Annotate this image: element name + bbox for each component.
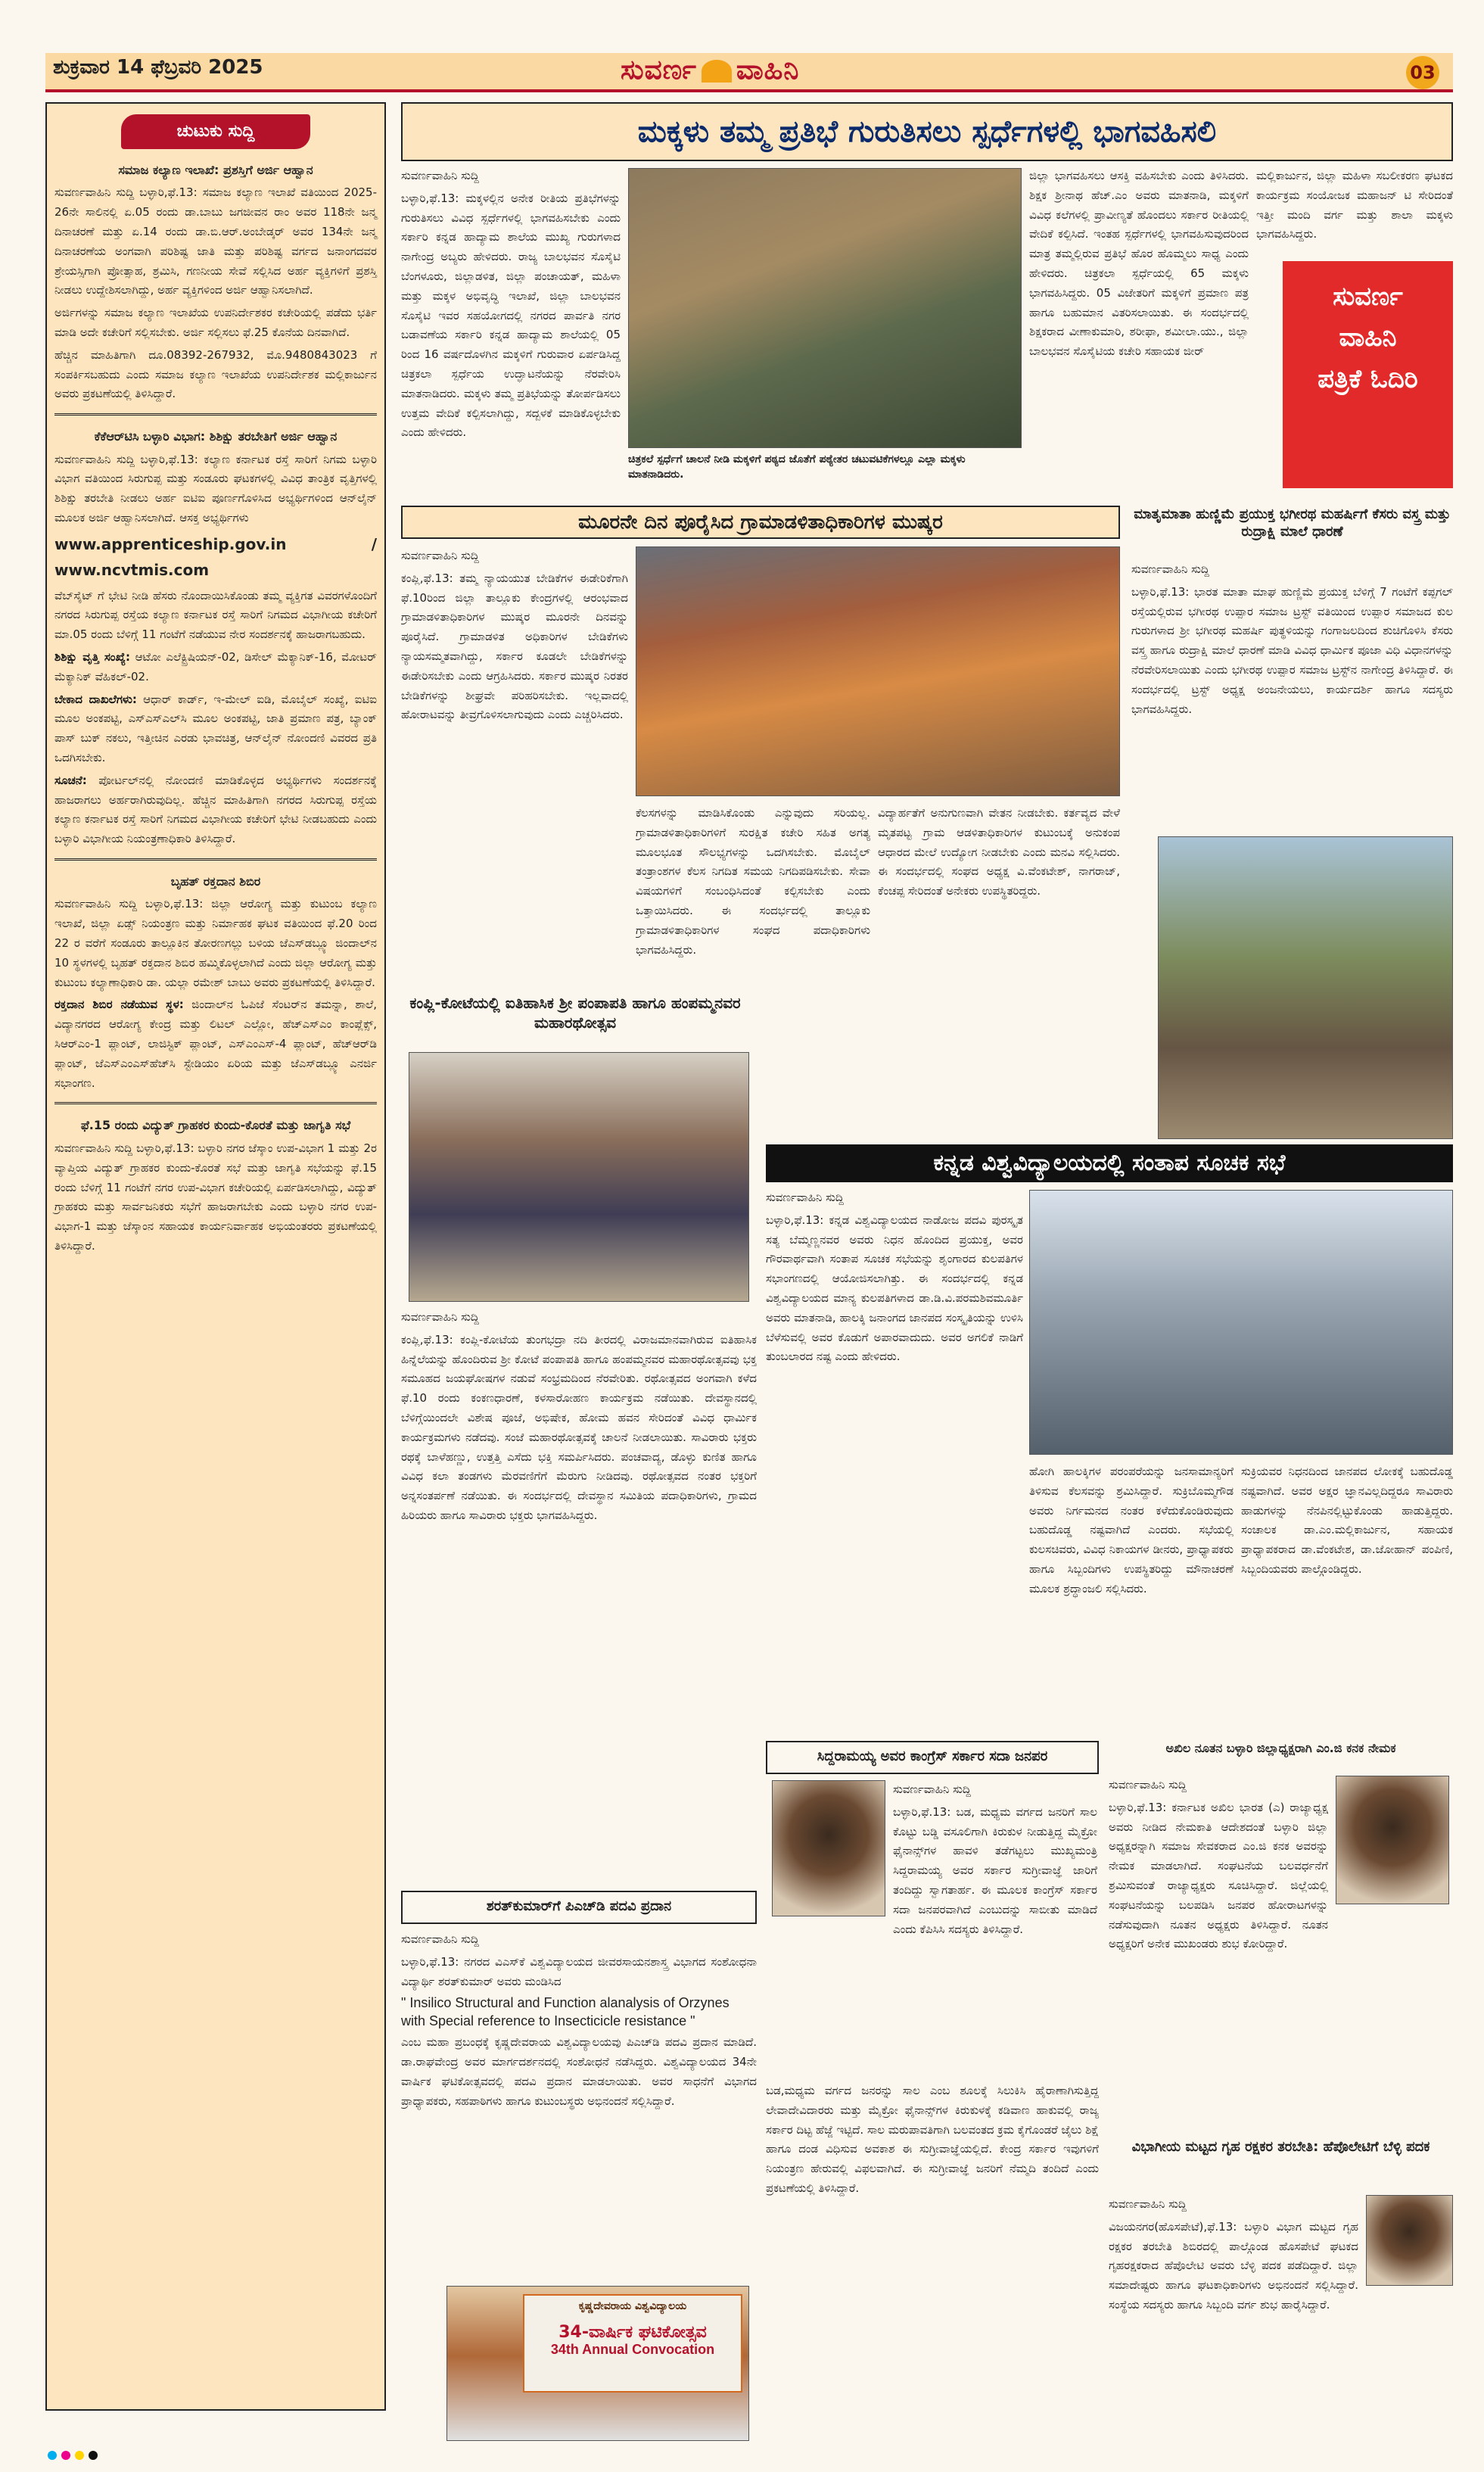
kampli-headline: ಕಂಪ್ಲಿ-ಕೋಟೆಯಲ್ಲಿ ಐತಿಹಾಸಿಕ ಶ್ರೀ ಪಂಪಾಪತಿ ಹಾಗೂ ಹಂಪಮ್ಮನವರ ಮಹಾರಥೋತ್ಸವ xyxy=(409,994,741,1032)
ad-line2: ವಾಹಿನಿ xyxy=(1339,322,1397,353)
medal-headline: ವಿಭಾಗೀಯ ಮಟ್ಟದ ಗೃಹ ರಕ್ಷಕರ ತರಬೇತಿ: ಹೆಪೊಲೇಟಿಗೆ ಬೆಳ್ಳಿ ಪದಕ xyxy=(1131,2139,1430,2155)
congress-body2: ಬಡ,ಮಧ್ಯಮ ವರ್ಗದ ಜನರನ್ನು ಸಾಲ ಎಂಬ ಶೂಲಕ್ಕೆ ಸಿಲುಕಿಸಿ ಹೈರಾಣಾಗಿಸುತ್ತಿದ್ದ ಲೇವಾದೇವಿದಾರರು ಮತ್ತು ಮೈಕ್ರೋ ಫೈನಾನ್ಸ್‌ಗಳ ಕಿರುಕುಳಕ್ಕೆ ಕಡಿವಾಣ ಹಾಕುವಲ್ಲಿ ರಾಜ್ಯ ಸರ್ಕಾರ ದಿಟ್ಟ ಹೆಜ್ಜೆ ಇಟ್ಟಿದೆ. ಸಾಲ ಮರುಪಾವತಿಗಾಗಿ ಬಲವಂತದ ಕ್ರಮ ಕೈಗೊಂಡರೆ ಜೈಲು ಶಿಕ್ಷೆ ಹಾಗೂ ದಂಡ ವಿಧಿಸುವ ಅವಕಾಶ ಈ ಸುಗ್ರೀವಾಜ್ಞೆಯಲ್ಲಿದೆ. ಕೇಂದ್ರ ಸರ್ಕಾರ ಇವುಗಳಿಗೆ ನಿಯಂತ್ರಣ ಹೇರುವಲ್ಲಿ ವಿಫಲವಾಗಿದೆ. ಈ ಸುಗ್ರೀವಾಜ್ಞೆ ಜನರಿಗೆ ನೆಮ್ಮದಿ ತಂದಿದೆ ಎಂದು ಪ್ರಕಟಣೆಯಲ್ಲಿ ತಿಳಿಸಿದ್ದಾರೆ. xyxy=(766,2084,1099,2195)
story1-body3: ಹೆಚ್ಚಿನ ಮಾಹಿತಿಗಾಗಿ ದೂ.08392-267932, ಮೊ.9480843023 ಗೆ ಸಂಪರ್ಕಿಸಬಹುದು ಎಂದು ಸಮಾಜ ಕಲ್ಯಾಣ ಇಲಾಖೆಯ ಉಪನಿರ್ದೇಶಕ ಮಲ್ಲಿಕಾರ್ಜುನ ಅವರು ಪ್ರಕಟಣೆಯಲ್ಲಿ ತಿಳಿಸಿದ್ದಾರೆ. xyxy=(54,347,377,401)
story1-title: ಸಮಾಜ ಕಲ್ಯಾಣ ಇಲಾಖೆ: ಪ್ರಶಸ್ತಿಗೆ ಅರ್ಜಿ ಆಹ್ವಾನ xyxy=(118,162,313,177)
university-body: ಬಳ್ಳಾರಿ,ಫೆ.13: ಕನ್ನಡ ವಿಶ್ವವಿದ್ಯಾಲಯದ ನಾಡೋಜ ಪದವಿ ಪುರಸ್ಕೃತ ಸತ್ಯ ಬೆಮ್ಮಣ್ಣನವರ ಅವರು ನಿಧನ ಹೊಂದಿದ ಪ್ರಯುಕ್ತ, ಅವರ ಗೌರವಾರ್ಥವಾಗಿ ಸಂತಾಪ ಸೂಚಕ ಸಭೆಯನ್ನು ಶೃಂಗಾರದ ಕುಲಪತಿಗಳ ಸಭಾಂಗಣದಲ್ಲಿ ಆಯೋಜಿಸಲಾಗಿತ್ತು. ಈ ಸಂದರ್ಭದಲ್ಲಿ ಕನ್ನಡ ವಿಶ್ವವಿದ್ಯಾಲಯದ ಮಾನ್ಯ ಕುಲಪತಿಗಳಾದ ಡಾ.ಡಿ.ವಿ.ಪರಮಶಿವಮೂರ್ತಿ ಅವರು ಮಾತನಾಡಿ, ಹಾಲಕ್ಕಿ ಜನಾಂಗದ ಜಾನಪದ ಸಂಸ್ಕೃತಿಯನ್ನು ಉಳಿಸಿ ಬೆಳೆಸುವಲ್ಲಿ ಅವರ ಕೊಡುಗೆ ಅಪಾರವಾದುದು. ಅವರ ಅಗಲಿಕೆ ನಾಡಿಗೆ ತುಂಬಲಾರದ ನಷ್ಟ ಎಂದು ಹೇಳಿದರು. xyxy=(766,1213,1023,1364)
phd-byline: ಸುವರ್ಣವಾಹಿನಿ ಸುದ್ದಿ xyxy=(401,1932,479,1946)
strike-col1 xyxy=(401,546,628,985)
temple-byline: ಸುವರ್ಣವಾಹಿನಿ ಸುದ್ದಿ xyxy=(1131,562,1209,576)
story2-body2: ವೆಬ್‌ಸೈಟ್ ಗೆ ಭೇಟಿ ನೀಡಿ ಹೆಸರು ನೊಂದಾಯಿಸಿಕೊಂಡು ತಮ್ಮ ವ್ಯಕ್ತಿಗತ ವಿವರಗಳೊಂದಿಗೆ ನಗರದ ಸಿರುಗುಪ್ಪ ರಸ್ತೆಯ ಕಲ್ಯಾಣ ಕರ್ನಾಟಕ ರಸ್ತೆ ಸಾರಿಗೆ ನಿಗಮದ ವಿಭಾಗೀಯ ಕಚೇರಿಗೆ ಮಾ.05 ರಂದು ಬೆಳಿಗ್ಗೆ 11 ಗಂಟೆಗೆ ನಡೆಯುವ ನೇರ ಸಂದರ್ಶನಕ್ಕೆ ಹಾಜರಾಗಬಹುದು. xyxy=(54,588,377,642)
phd-body: ಬಳ್ಳಾರಿ,ಫೆ.13: ನಗರದ ವಿಎಸ್‌ಕೆ ವಿಶ್ವವಿದ್ಯಾಲಯದ ಜೀವರಸಾಯನಶಾಸ್ತ್ರ ವಿಭಾಗದ ಸಂಶೋಧನಾ ವಿದ್ಯಾರ್ಥಿ ಶರತ್‌ಕುಮಾರ್ ಅವರು ಮಂಡಿಸಿದ xyxy=(401,1954,757,1988)
story4-body: ಸುವರ್ಣವಾಹಿನಿ ಸುದ್ದಿ ಬಳ್ಳಾರಿ,ಫೆ.13: ಬಳ್ಳಾರಿ ನಗರ ಜೆಸ್ಕಾಂ ಉಪ-ವಿಭಾಗ 1 ಮತ್ತು 2ರ ವ್ಯಾಪ್ತಿಯ ವಿದ್ಯುತ್ ಗ್ರಾಹಕರ ಕುಂದು-ಕೊರತೆ ಸಭೆ ಮತ್ತು ಜಾಗೃತಿ ಸಭೆಯನ್ನು ಫೆ.15 ರಂದು ಬೆಳಿಗ್ಗೆ 11 ಗಂಟೆಗೆ ನಗರ ಉಪ-ವಿಭಾಗ ಕಚೇರಿಯಲ್ಲಿ ಏರ್ಪಡಿಸಲಾಗಿದ್ದು, ವಿದ್ಯುತ್ ಗ್ರಾಹಕರು ಮತ್ತು ಸಾರ್ವಜನಿಕರು ಸಭೆಗೆ ಹಾಜರಾಗಬೇಕು ಎಂದು ಬಳ್ಳಾರಿ ನಗರ ಉಪ-ವಿಭಾಗ-1 ಮತ್ತು ಜೆಸ್ಕಾಂನ ಸಹಾಯಕ ಕಾರ್ಯನಿರ್ವಾಹಕ ಅಭಿಯಂತರರು ಪ್ರಕಟಣೆಯಲ್ಲಿ ತಿಳಿಸಿದ್ದಾರೆ. xyxy=(54,1141,377,1253)
story3-title: ಬೃಹತ್ ರಕ್ತದಾನ ಶಿಬಿರ xyxy=(170,873,261,889)
medal-col xyxy=(1109,2195,1358,2445)
temple-body: ಬಳ್ಳಾರಿ,ಫೆ.13: ಭಾರತ ಮಾತಾ ಮಾಘ ಹುಣ್ಣಿಮೆ ಪ್ರಯುಕ್ತ ಬೆಳಿಗ್ಗೆ 7 ಗಂಟೆಗೆ ಕಪ್ಪಗಲ್ ರಸ್ತೆಯಲ್ಲಿರುವ ಭಗೀರಥ ಉಪ್ಪಾರ ಸಮಾಜ ಟ್ರಸ್ಟ್ ವತಿಯಿಂದ ಉಪ್ಪಾರ ಸಮಾಜದ ಕುಲ ಗುರುಗಳಾದ ಶ್ರೀ ಭಗೀರಥ ಮಹರ್ಷಿ ಪುತ್ಥಳಿಯನ್ನು ಗಂಗಾಜಲದಿಂದ ಶುಚಿಗೊಳಿಸಿ ಕೆಸರು ವಸ್ತ್ರ ಹಾಗೂ ರುದ್ರಾಕ್ಷಿ ಮಾಲೆ ಧಾರಣೆ ಮಾಡಿ ವಿವಿಧ ಧಾರ್ಮಿಕ ಪೂಜಾ ವಿಧಿ ವಿಧಾನಗಳನ್ನು ನೆರವೇರಿಸಲಾಯಿತು ಎಂದು ಭಗೀರಥ ಉಪ್ಪಾರ ಸಮಾಜ ಟ್ರಸ್ಟ್‌ನ ನಾಗೇಂದ್ರ ತಿಳಿಸಿದ್ದಾರೆ. ಈ ಸಂದರ್ಭದಲ್ಲಿ ಟ್ರಸ್ಟ್ ಅಧ್ಯಕ್ಷ ಅಂಜನೇಯಲು, ಕಾರ್ಯದರ್ಶಿ ಹಾಗೂ ಸದಸ್ಯರು ಭಾಗವಹಿಸಿದ್ದರು. xyxy=(1131,584,1453,716)
temple-headline: ಮಾತೃಮಾತಾ ಹುಣ್ಣಿಮೆ ಪ್ರಯುಕ್ತ ಭಗೀರಥ ಮಹರ್ಷಿಗೆ ಕೆಸರು ವಸ್ತ್ರ ಮತ್ತು ರುದ್ರಾಕ್ಷಿ ಮಾಲೆ ಧಾರಣೆ xyxy=(1134,506,1451,540)
magenta-mark-icon xyxy=(61,2451,70,2460)
story1-body2: ಅರ್ಜಿಗಳನ್ನು ಸಮಾಜ ಕಲ್ಯಾಣ ಇಲಾಖೆಯ ಉಪನಿರ್ದೇಶಕರ ಕಚೇರಿಯಲ್ಲಿ ಪಡೆದು ಭರ್ತಿ ಮಾಡಿ ಅದೇ ಕಚೇರಿಗೆ ಸಲ್ಲಿಸಬೇಕು. ಅರ್ಜಿ ಸಲ್ಲಿಸಲು ಫೆ.25 ಕೊನೆಯ ದಿನವಾಗಿದೆ. xyxy=(54,306,377,339)
medal-portrait-photo xyxy=(1366,2195,1453,2286)
story2-label2: ಬೇಕಾದ ದಾಖಲೆಗಳು: xyxy=(54,692,137,706)
kampli-procession-photo xyxy=(409,1052,749,1302)
phd-headline: ಶರತ್‌ಕುಮಾರ್‌ಗೆ ಪಿಎಚ್‌ಡಿ ಪದವಿ ಪ್ರದಾನ xyxy=(401,1891,757,1924)
strike-body2: ಕೆಲಸಗಳನ್ನು ಮಾಡಿಸಿಕೊಂಡು ಎನ್ನುವುದು ಸರಿಯಲ್ಲ. ಗ್ರಾಮಾಡಳಿತಾಧಿಕಾರಿಗಳಿಗೆ ಸುರಕ್ಷಿತ ಕಚೇರಿ ಸಹಿತ ಅಗತ್ಯ ಮೂಲಭೂತ ಸೌಲಭ್ಯಗಳನ್ನು ಒದಗಿಸಬೇಕು. ಮೊಬೈಲ್ ತಂತ್ರಾಂಶಗಳ ಕೆಲಸ ನಿಗದಿತ ಸಮಯ ನಿಗದಿಪಡಿಸಬೇಕು. ಸೇವಾ ವಿಷಯಗಳಿಗೆ ಸಂಬಂಧಿಸಿದಂತೆ ಕಲ್ಪಿಸಬೇಕು ಎಂದು ಒತ್ತಾಯಿಸಿದರು. ಈ ಸಂದರ್ಭದಲ್ಲಿ ತಾಲ್ಲೂಕು ಗ್ರಾಮಾಡಳಿತಾಧಿಕಾರಿಗಳ ಸಂಘದ ಪದಾಧಿಕಾರಿಗಳು ಭಾಗವಹಿಸಿದ್ದರು. xyxy=(636,806,870,957)
congress-portrait-photo xyxy=(772,1780,885,1916)
appointment-byline: ಸುವರ್ಣವಾಹಿನಿ ಸುದ್ದಿ xyxy=(1109,1778,1187,1792)
medal-byline: ಸುವರ್ಣವಾಹಿನಿ ಸುದ್ದಿ xyxy=(1109,2197,1187,2211)
subscribe-ad xyxy=(1283,261,1453,488)
story2-value2: ಆಧಾರ್ ಕಾರ್ಡ್, ಇ-ಮೇಲ್ ಐಡಿ, ಮೊಬೈಲ್ ಸಂಖ್ಯೆ, ಐಟಿಐ ಮೂಲ ಅಂಕಪಟ್ಟಿ, ಎಸ್‌ಎಸ್‌ಎಲ್‌ಸಿ ಮೂಲ ಅಂಕಪಟ್ಟಿ, ಜಾತಿ ಪ್ರಮಾಣ ಪತ್ರ, ಬ್ಯಾಂಕ್ ಪಾಸ್ ಬುಕ್ ನಕಲು, ಇತ್ತೀಚಿನ ಎರಡು ಭಾವಚಿತ್ರ, ಆನ್‌ಲೈನ್ ನೋಂದಣಿ ವಿವರದ ಪ್ರತಿ ಒದಗಿಸಬೇಕು. xyxy=(54,692,377,764)
appointment-body: ಬಳ್ಳಾರಿ,ಫೆ.13: ಕರ್ನಾಟಕ ಅಖಿಲ ಭಾರತ (ಎ) ರಾಜ್ಯಾಧ್ಯಕ್ಷ ಅವರು ನೀಡಿದ ನೇಮಕಾತಿ ಆದೇಶದಂತೆ ಬಳ್ಳಾರಿ ಜಿಲ್ಲಾ ಅಧ್ಯಕ್ಷರನ್ನಾಗಿ ಸಮಾಜ ಸೇವಕರಾದ ಎಂ.ಜಿ ಕನಕ ಅವರನ್ನು ನೇಮಕ ಮಾಡಲಾಗಿದೆ. ಸಂಘಟನೆಯ ಬಲವರ್ಧನೆಗೆ ಶ್ರಮಿಸುವಂತೆ ರಾಜ್ಯಾಧ್ಯಕ್ಷರು ಸೂಚಿಸಿದ್ದಾರೆ. ಜಿಲ್ಲೆಯಲ್ಲಿ ಸಂಘಟನೆಯನ್ನು ಬಲಪಡಿಸಿ ಜನಪರ ಹೋರಾಟಗಳನ್ನು ನಡೆಸುವುದಾಗಿ ನೂತನ ಅಧ್ಯಕ್ಷರು ತಿಳಿಸಿದ್ದಾರೆ. ನೂತನ ಅಧ್ಯಕ್ಷರಿಗೆ ಅನೇಕ ಮುಖಂಡರು ಶುಭ ಕೋರಿದ್ದಾರೆ. xyxy=(1109,1800,1328,1951)
children-byline: ಸುವರ್ಣವಾಹಿನಿ ಸುದ್ದಿ xyxy=(401,169,479,182)
congress-col1 xyxy=(893,1780,1097,2075)
children-story-col1 xyxy=(401,167,621,492)
story1-body: ಸುವರ್ಣವಾಹಿನಿ ಸುದ್ದಿ ಬಳ್ಳಾರಿ,ಫೆ.13: ಸಮಾಜ ಕಲ್ಯಾಣ ಇಲಾಖೆ ವತಿಯಿಂದ 2025-26ನೇ ಸಾಲಿನಲ್ಲಿ ಏ.05 ರಂದು ಡಾ.ಬಾಬು ಜಗಜೀವನ ರಾಂ ಅವರ 118ನೇ ಜನ್ಮ ದಿನಾಚರಣೆ ಮತ್ತು ಏ.14 ರಂದು ಡಾ.ಬಿ.ಆರ್.ಅಂಬೇಡ್ಕರ್ ಅವರ 134ನೇ ಜನ್ಮ ದಿನಾಚರಣೆಯ ಅಂಗವಾಗಿ ಪರಿಶಿಷ್ಟ ಜಾತಿ ಮತ್ತು ಪರಿಶಿಷ್ಟ ವರ್ಗದ ಜನಾಂಗದವರ ಶ್ರೇಯಸ್ಸಿಗಾಗಿ ಪ್ರೋತ್ಸಾಹ, ಶ್ರಮಿಸಿ, ಗಣನೀಯ ಸೇವೆ ಸಲ್ಲಿಸಿದ ಅರ್ಹ ವ್ಯಕ್ತಿಗಳಿಗೆ ಪ್ರಶಸ್ತಿ ನೀಡಲು ಉದ್ದೇಶಿಸಲಾಗಿದ್ದು, ಅರ್ಹ ವ್ಯಕ್ತಿಗಳಿಂದ ಅರ್ಜಿ ಆಹ್ವಾನಿಸಲಾಗಿದೆ. xyxy=(54,185,377,297)
children-body3: ಮಲ್ಲಿಕಾರ್ಜುನ, ಜಿಲ್ಲಾ ಮಹಿಳಾ ಸಬಲೀಕರಣ ಘಟಕದ ಕಾರ್ಯಕ್ರಮ ಸಂಯೋಜಕ ಮಹಾಜನ್ ಟಿ ಸೇರಿದಂತೆ ಇತ್ತೀ ಮಂದಿ ವರ್ಗ ಮತ್ತು ಶಾಲಾ ಮಕ್ಕಳು ಭಾಗವಹಿಸಿದ್ದರು. xyxy=(1256,169,1453,241)
university-body2: ಹೋಗಿ ಹಾಲಕ್ಕಿಗಳ ಪರಂಪರೆಯನ್ನು ಜನಸಾಮಾನ್ಯರಿಗೆ ತಿಳಿಸುವ ಕೆಲಸವನ್ನು ಶ್ರಮಿಸಿದ್ದಾರೆ. ಸುಕ್ರಿಬೊಮ್ಮಗೌಡ ಅವರು ನಿರ್ಗಮನದ ನಂತರ ಕಳೆದುಕೊಂಡಿರುವುದು ಬಹುದೊಡ್ಡ ನಷ್ಟವಾಗಿದೆ ಎಂದರು. ಸಭೆಯಲ್ಲಿ ಕುಲಸಚಿವರು, ವಿವಿಧ ನಿಕಾಯಗಳ ಡೀನರು, ಪ್ರಾಧ್ಯಾಪಕರು ಹಾಗೂ ಸಿಬ್ಬಂದಿಗಳು ಉಪಸ್ಥಿತರಿದ್ದು ಮೌನಾಚರಣೆ ಮೂಲಕ ಶ್ರದ್ಧಾಂಜಲಿ ಸಲ್ಲಿಸಿದರು. xyxy=(1029,1465,1234,1596)
masthead-right: ವಾಹಿನಿ xyxy=(736,54,800,86)
kampli-body: ಕಂಪ್ಲಿ,ಫೆ.13: ಕಂಪ್ಲಿ-ಕೋಟೆಯ ತುಂಗಭದ್ರಾ ನದಿ ತೀರದಲ್ಲಿ ವಿರಾಜಮಾನವಾಗಿರುವ ಐತಿಹಾಸಿಕ ಹಿನ್ನೆಲೆಯನ್ನು ಹೊಂದಿರುವ ಶ್ರೀ ಕೋಟೆ ಪಂಪಾಪತಿ ಹಾಗೂ ಹಂಪಮ್ಮನವರ ಮಹಾರಥೋತ್ಸವವು ಭಕ್ತ ಸಮೂಹದ ಜಯಘೋಷಗಳ ನಡುವೆ ಸಂಭ್ರಮದಿಂದ ನೆರವೇರಿತು. ರಥೋತ್ಸವದ ಅಂಗವಾಗಿ ಕಳೆದ ಫೆ.10 ರಂದು ಕಂಕಣಧಾರಣೆ, ಕಳಸಾರೋಹಣ ಕಾರ್ಯಕ್ರಮ ನಡೆಯಿತು. ದೇವಸ್ಥಾನದಲ್ಲಿ ಬೆಳಿಗ್ಗೆಯಿಂದಲೇ ವಿಶೇಷ ಪೂಜೆ, ಅಭಿಷೇಕ, ಹೋಮ ಹವನ ಸೇರಿದಂತೆ ವಿವಿಧ ಧಾರ್ಮಿಕ ಕಾರ್ಯಕ್ರಮಗಳು ನಡೆದವು. ಸಂಜೆ ಮಹಾರಥೋತ್ಸವಕ್ಕೆ ಚಾಲನೆ ನೀಡಲಾಯಿತು. ಸಾವಿರಾರು ಭಕ್ತರು ರಥಕ್ಕೆ ಬಾಳೆಹಣ್ಣು, ಉತ್ತತ್ತಿ ಎಸೆದು ಭಕ್ತಿ ಸಮರ್ಪಿಸಿದರು. ಪಂಚವಾದ್ಯ, ಡೊಳ್ಳು ಕುಣಿತ ಹಾಗೂ ವಿವಿಧ ಕಲಾ ತಂಡಗಳು ಮೆರವಣಿಗೆಗೆ ಮೆರುಗು ನೀಡಿದವು. ರಥೋತ್ಸವದ ನಂತರ ಭಕ್ತರಿಗೆ ಅನ್ನಸಂತರ್ಪಣೆ ನಡೆಯಿತು. ಈ ಸಂದರ್ಭದಲ್ಲಿ ದೇವಸ್ಥಾನ ಸಮಿತಿಯ ಪದಾಧಿಕಾರಿಗಳು, ಗ್ರಾಮದ ಹಿರಿಯರು ಹಾಗೂ ಸಾವಿರಾರು ಭಕ್ತರು ಭಾಗವಹಿಸಿದ್ದರು. xyxy=(401,1332,757,1522)
congress-col2 xyxy=(766,2081,1099,2445)
university-body3: ಸುಕ್ರಿಯವರ ನಿಧನದಿಂದ ಜಾನಪದ ಲೋಕಕ್ಕೆ ಬಹುದೊಡ್ಡ ನಷ್ಟವಾಗಿದೆ. ಅವರ ಅಕ್ಷರ ಜ್ಞಾನವಿಲ್ಲದಿದ್ದರೂ ಸಾವಿರಾರು ಹಾಡುಗಳನ್ನು ನೆನಪಿನಲ್ಲಿಟ್ಟುಕೊಂಡು ಹಾಡುತ್ತಿದ್ದರು. ಸಂಚಾಲಕ ಡಾ.ಎಂ.ಮಲ್ಲಿಕಾರ್ಜುನ, ಸಹಾಯಕ ಪ್ರಾಧ್ಯಾಪಕರಾದ ಡಾ.ವೆಂಕಟೇಶ, ಡಾ.ಜೋಹಾನ್ ಪಂಪಿಣಿ, ಸಿಬ್ಬಂದಿಯವರು ಪಾಲ್ಗೊಂಡಿದ್ದರು. xyxy=(1241,1465,1453,1576)
footer-registration-marks xyxy=(45,2449,1453,2464)
strike-col2 xyxy=(636,804,870,985)
children-story-col2 xyxy=(1029,167,1249,492)
university-byline: ಸುವರ್ಣವಾಹಿನಿ ಸುದ್ದಿ xyxy=(766,1191,844,1204)
children-drawing-photo xyxy=(628,168,1022,448)
story2-title: ಕೆಕೆಆರ್‌ಟಿಸಿ ಬಳ್ಳಾರಿ ವಿಭಾಗ: ಶಿಶಿಕ್ಷು ತರಬೇತಿಗೆ ಅರ್ಜಿ ಆಹ್ವಾನ xyxy=(94,429,338,444)
appointment-headline: ಅಖಿಲ ನೂತನ ಬಳ್ಳಾರಿ ಜಿಲ್ಲಾಧ್ಯಕ್ಷರಾಗಿ ಎಂ.ಜಿ ಕನಕ ನೇಮಕ xyxy=(1165,1741,1396,1755)
story2-label1: ಶಿಶಿಕ್ಷು ವೃತ್ತಿ ಸಂಖ್ಯೆ: xyxy=(54,649,131,664)
masthead-left: ಸುವರ್ಣ xyxy=(621,54,697,86)
children-body: ಬಳ್ಳಾರಿ,ಫೆ.13: ಮಕ್ಕಳಲ್ಲಿನ ಅನೇಕ ರೀತಿಯ ಪ್ರತಿಭೆಗಳನ್ನು ಗುರುತಿಸಲು ವಿವಿಧ ಸ್ಪರ್ಧೆಗಳಲ್ಲಿ ಭಾಗವಹಿಸಬೇಕು ಎಂದು ಸರ್ಕಾರಿ ಕನ್ನಡ ಹಾದ್ಯಾಮ ಶಾಲೆಯ ಮುಖ್ಯ ಗುರುಗಳಾದ ನಾಗೇಂದ್ರ ಅಬ್ಯರು ಹೇಳಿದರು. ರಾಜ್ಯ ಬಾಲಭವನ ಸೊಸೈಟಿ ಬೆಂಗಳೂರು, ಜಿಲ್ಲಾಡಳಿತ, ಜಿಲ್ಲಾ ಪಂಚಾಯತ್, ಮಹಿಳಾ ಮತ್ತು ಮಕ್ಕಳ ಅಭಿವೃದ್ಧಿ ಇಲಾಖೆ, ಜಿಲ್ಲಾ ಬಾಲಭವನ ಸೊಸೈಟಿ ಇವರ ಸಹಯೋಗದಲ್ಲಿ ನಗರದ ಪಾರ್ವತಿ ನಗರ ಬಡಾವಣೆಯ ಸರ್ಕಾರಿ ಕನ್ನಡ ಹಾದ್ಯಾಮ ಶಾಲೆಯಲ್ಲಿ 05 ರಿಂದ 16 ವರ್ಷದೊಳಗಿನ ಮಕ್ಕಳಿಗೆ ಗುರುವಾರ ಏರ್ಪಡಿಸಿದ್ದ ಚಿತ್ರಕಲಾ ಸ್ಪರ್ಧೆಯ ಉದ್ಘಾಟನೆಯನ್ನು ನೆರವೇರಿಸಿ ಮಾತನಾಡಿದರು. ಮಕ್ಕಳು ತಮ್ಮ ಪ್ರತಿಭೆಯನ್ನು ತೋರ್ಪಡಿಸಲು ಉತ್ತಮ ವೇದಿಕೆ ಕಲ್ಪಿಸಲಾಗಿದ್ದು, ಸದ್ಬಳಕೆ ಮಾಡಿಕೊಳ್ಳಬೇಕು ಎಂದು ಹೇಳಿದರು. xyxy=(401,191,621,440)
sun-logo-icon xyxy=(702,60,732,83)
strike-byline: ಸುವರ್ಣವಾಹಿನಿ ಸುದ್ದಿ xyxy=(401,549,479,562)
ad-line3: ಪತ್ರಿಕೆ ಓದಿರಿ xyxy=(1318,363,1418,394)
children-caption: ಚಿತ್ರಕಲೆ ಸ್ಪರ್ಧೆಗೆ ಚಾಲನೆ ನೀಡಿ ಮಕ್ಕಳಿಗೆ ಪಠ್ಯದ ಜೊತೆಗೆ ಪಠ್ಯೇತರ ಚಟುವಟಿಕೆಗಳಲ್ಲೂ ಎಲ್ಲಾ ಮಕ್ಕಳು ಮಾತನಾಡಿದರು. xyxy=(628,453,966,481)
issue-date: ಶುಕ್ರವಾರ 14 ಫೆಬ್ರವರಿ 2025 xyxy=(53,56,263,79)
congress-headline: ಸಿದ್ದರಾಮಯ್ಯ ಅವರ ಕಾಂಗ್ರೆಸ್ ಸರ್ಕಾರ ಸದಾ ಜನಪರ xyxy=(766,1741,1099,1774)
phd-convocation-photo xyxy=(446,2286,749,2441)
strike-col3 xyxy=(878,804,1120,985)
divider xyxy=(54,1102,377,1104)
strike-protest-photo xyxy=(636,546,1120,796)
temple-body-col xyxy=(1131,560,1453,833)
story2-value1: ಆಟೋ ಎಲೆಕ್ಟ್ರಿಷಿಯನ್-02, ಡಿಸೇಲ್ ಮೆಕ್ಯಾನಿಕ್-16, ಮೋಟರ್ ಮೆಕ್ಯಾನಿಕ್ ವೆಹಿಕಲ್-02. xyxy=(54,649,377,683)
story3-body: ಸುವರ್ಣವಾಹಿನಿ ಸುದ್ದಿ ಬಳ್ಳಾರಿ,ಫೆ.13: ಜಿಲ್ಲಾ ಆರೋಗ್ಯ ಮತ್ತು ಕುಟುಂಬ ಕಲ್ಯಾಣ ಇಲಾಖೆ, ಜಿಲ್ಲಾ ಏಡ್ಸ್ ನಿಯಂತ್ರಣ ಮತ್ತು ನಿರ್ಮಾಹಕ ಘಟಕ ವತಿಯಿಂದ ಫೆ.20 ರಿಂದ 22 ರ ವರೆಗೆ ಸಂಡೂರು ತಾಲ್ಲೂಕಿನ ತೋರಣಗಲ್ಲು ಬಳಿಯ ಜೆಎಸ್‌ಡಬ್ಲ್ಯೂ ಜಿಂದಾಲ್‌ನ 10 ಸ್ಥಳಗಳಲ್ಲಿ ಬೃಹತ್ ರಕ್ತದಾನ ಶಿಬಿರ ಹಮ್ಮಿಕೊಳ್ಳಲಾಗಿದೆ ಎಂದು ಜಿಲ್ಲಾ ಆರೋಗ್ಯ ಮತ್ತು ಕುಟುಂಬ ಕಲ್ಯಾಣಾಧಿಕಾರಿ ಡಾ. ಯಲ್ಲಾ ರಮೇಶ್ ಬಾಬು ಅವರು ಪ್ರಕಟಣೆಯಲ್ಲಿ ತಿಳಿಸಿದ್ದಾರೆ. xyxy=(54,897,377,989)
phd-body-col xyxy=(401,1930,757,2278)
university-col2 xyxy=(1029,1462,1234,1735)
university-col3 xyxy=(1241,1462,1453,1735)
medal-body: ವಿಜಯನಗರ(ಹೊಸಪೇಟೆ),ಫೆ.13: ಬಳ್ಳಾರಿ ವಿಭಾಗ ಮಟ್ಟದ ಗೃಹ ರಕ್ಷಕರ ತರಬೇತಿ ಶಿಬಿರದಲ್ಲಿ ಪಾಲ್ಗೊಂಡ ಹೊಸಪೇಟೆ ಘಟಕದ ಗೃಹರಕ್ಷಕರಾದ ಹೆಪೊಲೇಟಿ ಅವರು ಬೆಳ್ಳಿ ಪದಕ ಪಡೆದಿದ್ದಾರೆ. ಜಿಲ್ಲಾ ಸಮಾದೇಷ್ಟರು ಹಾಗೂ ಘಟಕಾಧಿಕಾರಿಗಳು ಅಭಿನಂದನೆ ಸಲ್ಲಿಸಿದ್ದಾರೆ. ಸಂಸ್ಥೆಯ ಸದಸ್ಯರು ಹಾಗೂ ಸಿಬ್ಬಂದಿ ವರ್ಗ ಶುಭ ಹಾರೈಸಿದ್ದಾರೆ. xyxy=(1109,2219,1358,2312)
story2-value3: ಪೋರ್ಟಲ್‌ನಲ್ಲಿ ನೋಂದಣಿ ಮಾಡಿಕೊಳ್ಳದ ಅಭ್ಯರ್ಥಿಗಳು ಸಂದರ್ಶನಕ್ಕೆ ಹಾಜರಾಗಲು ಅರ್ಹರಾಗಿರುವುದಿಲ್ಲ. ಹೆಚ್ಚಿನ ಮಾಹಿತಿಗಾಗಿ ನಗರದ ಸಿರುಗುಪ್ಪ ರಸ್ತೆಯ ಕಲ್ಯಾಣ ಕರ್ನಾಟಕ ರಸ್ತೆ ಸಾರಿಗೆ ನಿಗಮದ ವಿಭಾಗೀಯ ಕಚೇರಿಗೆ ಭೇಟಿ ನೀಡಬಹುದು ಎಂದು ಬಳ್ಳಾರಿ ವಿಭಾಗೀಯ ನಿಯಂತ್ರಣಾಧಿಕಾರಿ ತಿಳಿಸಿದ್ದಾರೆ. xyxy=(54,773,377,846)
temple-statue-photo xyxy=(1158,836,1453,1139)
masthead xyxy=(621,54,799,86)
children-body2: ಜಿಲ್ಲಾ ಭಾಗವಹಿಸಲು ಆಸಕ್ತಿ ವಹಿಸಬೇಕು ಎಂದು ತಿಳಿಸಿದರು. ಶಿಕ್ಷಕ ಶ್ರೀನಾಥ ಹೆಚ್.ಎಂ ಅವರು ಮಾತನಾಡಿ, ಮಕ್ಕಳಿಗೆ ವಿವಿಧ ಕಲೆಗಳಲ್ಲಿ ಪ್ರಾವೀಣ್ಯತೆ ಹೊಂದಲು ಸರ್ಕಾರ ರೀತಿಯಲ್ಲಿ ವೇದಿಕೆ ಕಲ್ಪಿಸಿದೆ. ಇಂತಹ ಸ್ಪರ್ಧೆಗಳಲ್ಲಿ ಭಾಗವಹಿಸುವುದರಿಂದ ಮಾತ್ರ ತಮ್ಮಲ್ಲಿರುವ ಪ್ರತಿಭೆ ಹೊರ ಹೊಮ್ಮಲು ಸಾಧ್ಯ ಎಂದು ಹೇಳಿದರು. ಚಿತ್ರಕಲಾ ಸ್ಪರ್ಧೆಯಲ್ಲಿ 65 ಮಕ್ಕಳು ಭಾಗವಹಿಸಿದ್ದರು. 05 ವಿಜೇತರಿಗೆ ಮಕ್ಕಳಿಗೆ ಪ್ರಮಾಣ ಪತ್ರ ಹಾಗೂ ಬಹುಮಾನ ವಿತರಿಸಲಾಯಿತು. ಈ ಸಂದರ್ಭದಲ್ಲಿ ಶಿಕ್ಷಕರಾದ ವೀಣಾಕುಮಾರಿ, ಶರೀಫಾ, ಶಮೀಲಾ.ಯು., ಜಿಲ್ಲಾ ಬಾಲಭವನ ಸೊಸೈಟಿಯ ಕಚೇರಿ ಸಹಾಯಕ ಜೀರ್ xyxy=(1029,169,1249,359)
strike-headline: ಮೂರನೇ ದಿನ ಪೂರೈಸಿದ ಗ್ರಾಮಾಡಳಿತಾಧಿಕಾರಿಗಳ ಮುಷ್ಕರ xyxy=(401,506,1120,539)
banner-title: ಕೃಷ್ಣದೇವರಾಯ ವಿಶ್ವವಿದ್ಯಾಲಯ xyxy=(578,2300,687,2312)
strike-body: ಕಂಪ್ಲಿ,ಫೆ.13: ತಮ್ಮ ನ್ಯಾಯಯುತ ಬೇಡಿಕೆಗಳ ಈಡೇರಿಕೆಗಾಗಿ ಫೆ.10ರಿಂದ ಜಿಲ್ಲಾ ತಾಲ್ಲೂಕು ಕೇಂದ್ರಗಳಲ್ಲಿ ಆರಂಭವಾದ ಗ್ರಾಮಾಡಳಿತಾಧಿಕಾರಿಗಳ ಮುಷ್ಕರ ಮೂರನೇ ದಿನವನ್ನು ಪೂರೈಸಿದೆ. ಗ್ರಾಮಾಡಳಿತ ಅಧಿಕಾರಿಗಳ ಬೇಡಿಕೆಗಳು ನ್ಯಾಯಸಮ್ಮತವಾಗಿದ್ದು, ಸರ್ಕಾರ ಕೂಡಲೇ ಬೇಡಿಕೆಗಳನ್ನು ಈಡೇರಿಸಬೇಕು ಎಂದು ಆಗ್ರಹಿಸಿದರು. ಸರ್ಕಾರ ಮುಷ್ಕರ ನಿರತರ ಬೇಡಿಕೆಗಳನ್ನು ಶೀಘ್ರವೇ ಪರಿಹರಿಸಬೇಕು. ಇಲ್ಲವಾದಲ್ಲಿ ಹೋರಾಟವನ್ನು ತೀವ್ರಗೊಳಿಸಲಾಗುವುದು ಎಂದು ಎಚ್ಚರಿಸಿದರು. xyxy=(401,571,628,722)
story2-url[interactable]: www.apprenticeship.gov.in / www.ncvtmis.com xyxy=(54,534,377,580)
divider xyxy=(54,858,377,861)
ad-line1: ಸುವರ್ಣ xyxy=(1333,282,1403,312)
appointment-col xyxy=(1109,1776,1328,2131)
story4-title: ಫೆ.15 ರಂದು ವಿದ್ಯುತ್ ಗ್ರಾಹಕರ ಕುಂದು-ಕೊರತೆ ಮತ್ತು ಜಾಗೃತಿ ಸಭೆ xyxy=(80,1118,351,1133)
yellow-mark-icon xyxy=(75,2451,84,2460)
congress-body: ಬಳ್ಳಾರಿ,ಫೆ.13: ಬಡ, ಮಧ್ಯಮ ವರ್ಗದ ಜನರಿಗೆ ಸಾಲ ಕೊಟ್ಟು ಬಡ್ಡಿ ವಸೂಲಿಗಾಗಿ ಕಿರುಕುಳ ನೀಡುತ್ತಿದ್ದ ಮೈಕ್ರೋ ಫೈನಾನ್ಸ್‌ಗಳ ಹಾವಳಿ ತಡೆಗಟ್ಟಲು ಮುಖ್ಯಮಂತ್ರಿ ಸಿದ್ದರಾಮಯ್ಯ ಅವರ ಸರ್ಕಾರ ಸುಗ್ರೀವಾಜ್ಞೆ ಜಾರಿಗೆ ತಂದಿದ್ದು ಸ್ವಾಗತಾರ್ಹ. ಈ ಮೂಲಕ ಕಾಂಗ್ರೆಸ್ ಸರ್ಕಾರ ಸದಾ ಜನಪರವಾಗಿದೆ ಎಂಬುದನ್ನು ಸಾಬೀತು ಮಾಡಿದೆ ಎಂದು ಕೆಪಿಸಿಸಿ ಸದಸ್ಯರು ತಿಳಿಸಿದ್ದಾರೆ. xyxy=(893,1804,1097,1936)
divider xyxy=(54,413,377,416)
university-headline: ಕನ್ನಡ ವಿಶ್ವವಿದ್ಯಾಲಯದಲ್ಲಿ ಸಂತಾಪ ಸೂಚಕ ಸಭೆ xyxy=(766,1144,1453,1182)
story3-label: ರಕ್ತದಾನ ಶಿಬಿರ ನಡೆಯುವ ಸ್ಥಳ: xyxy=(54,998,184,1012)
black-mark-icon xyxy=(89,2451,98,2460)
section-label: ಚುಟುಕು ಸುದ್ದಿ xyxy=(121,114,310,149)
phd-thesis-title: " Insilico Structural and Function alanalysis of Orzynes with Special reference to Insecticicle resistance " xyxy=(401,1995,730,2028)
story3-value: ಜಿಂದಾಲ್‌ನ ಓಪಿಜೆ ಸೆಂಟರ್‌ನ ತಮನ್ನಾ, ಶಾಲೆ, ವಿದ್ಯಾನಗರದ ಆರೋಗ್ಯ ಕೇಂದ್ರ ಮತ್ತು ಲಿಟಲ್ ಎಲ್ಲೋ, ಹೆಚ್ಎಸ್‌ಎಂ ಕಾಂಪ್ಲೆಕ್ಸ್, ಸಿಆರ್‌ಎಂ-1 ಪ್ಲಾಂಟ್, ಲಾಜಿಸ್ಟಿಕ್ ಪ್ಲಾಂಟ್, ಎಸ್‌ಎಂಎಸ್-4 ಪ್ಲಾಂಟ್, ಹೆಚ್‌ಆರ್‌ಡಿ ಪ್ಲಾಂಟ್, ಜೆಎಸ್‌ಎಂಎಸ್‌ಹೆಚ್‌ಸಿ ಸ್ಟೇಡಿಯಂ ಏರಿಯ ಮತ್ತು ಜೆಎಸ್‌ಡಬ್ಲ್ಯೂ ಎನರ್ಜಿ ಸಭಾಂಗಣ. xyxy=(54,998,377,1090)
story2-body: ಸುವರ್ಣವಾಹಿನಿ ಸುದ್ದಿ ಬಳ್ಳಾರಿ,ಫೆ.13: ಕಲ್ಯಾಣ ಕರ್ನಾಟಕ ರಸ್ತೆ ಸಾರಿಗೆ ನಿಗಮ ಬಳ್ಳಾರಿ ವಿಭಾಗ ವತಿಯಿಂದ ಸಿರುಗುಪ್ಪ ಮತ್ತು ಸಂಡೂರು ಘಟಕಗಳಲ್ಲಿ ವಿವಿಧ ತಾಂತ್ರಿಕ ವೃತ್ತಿಗಳಲ್ಲಿ ಶಿಶಿಕ್ಷು ತರಬೇತಿ ನೀಡಲು ಅರ್ಹ ಐಟಿಐ ಪೂರ್ಣಗೊಳಿಸಿದ ಅಭ್ಯರ್ಥಿಗಳಿಂದ ಆನ್‌ಲೈನ್ ಮೂಲಕ ಅರ್ಜಿ ಆಹ್ವಾನಿಸಲಾಗಿದೆ. ಆಸಕ್ತ ಅಭ್ಯರ್ಥಿಗಳು xyxy=(54,452,377,525)
banner-line1: 34-ವಾರ್ಷಿಕ ಘಟಿಕೋತ್ಸವ xyxy=(558,2323,707,2342)
university-meeting-photo xyxy=(1029,1190,1453,1455)
banner-line2: 34th Annual Convocation xyxy=(550,2342,715,2357)
phd-body2: ಎಂಬ ಮಹಾ ಪ್ರಬಂಧಕ್ಕೆ ಕೃಷ್ಣದೇವರಾಯ ವಿಶ್ವವಿದ್ಯಾಲಯವು ಪಿಎಚ್‌ಡಿ ಪದವಿ ಪ್ರದಾನ ಮಾಡಿದೆ. ಡಾ.ರಾಘವೇಂದ್ರ ಅವರ ಮಾರ್ಗದರ್ಶನದಲ್ಲಿ ಸಂಶೋಧನೆ ನಡೆಸಿದ್ದರು. ವಿಶ್ವವಿದ್ಯಾಲಯದ 34ನೇ ವಾರ್ಷಿಕ ಘಟಿಕೋತ್ಸವದಲ್ಲಿ ಪದವಿ ಪ್ರದಾನ ಮಾಡಲಾಯಿತು. ಅವರ ಸಾಧನೆಗೆ ವಿಭಾಗದ ಪ್ರಾಧ್ಯಾಪಕರು, ಸಹಪಾಠಿಗಳು ಹಾಗೂ ಕುಟುಂಬಸ್ಥರು ಅಭಿನಂದನೆ ಸಲ್ಲಿಸಿದ್ದಾರೆ. xyxy=(401,2035,757,2108)
left-news-column xyxy=(45,102,386,2411)
convocation-banner xyxy=(523,2294,742,2393)
kampli-body-col xyxy=(401,1308,757,1739)
kampli-byline: ಸುವರ್ಣವಾಹಿನಿ ಸುದ್ದಿ xyxy=(401,1310,479,1324)
cyan-mark-icon xyxy=(48,2451,57,2460)
story2-label3: ಸೂಚನೆ: xyxy=(54,773,87,787)
congress-byline: ಸುವರ್ಣವಾಹಿನಿ ಸುದ್ದಿ xyxy=(893,1782,971,1796)
children-story-col3 xyxy=(1256,167,1453,257)
main-headline: ಮಕ್ಕಳು ತಮ್ಮ ಪ್ರತಿಭೆ ಗುರುತಿಸಲು ಸ್ಪರ್ಧೆಗಳಲ್ಲಿ ಭಾಗವಹಿಸಲಿ xyxy=(401,102,1453,161)
university-col1 xyxy=(766,1188,1023,1506)
strike-body3: ವಿದ್ಯಾರ್ಹತೆಗೆ ಅನುಗುಣವಾಗಿ ವೇತನ ನೀಡಬೇಕು. ಕರ್ತವ್ಯದ ವೇಳೆ ಮೃತಪಟ್ಟ ಗ್ರಾಮ ಆಡಳಿತಾಧಿಕಾರಿಗಳ ಕುಟುಂಬಕ್ಕೆ ಅನುಕಂಪ ಆಧಾರದ ಮೇಲೆ ಉದ್ಯೋಗ ನೀಡಬೇಕು ಎಂದು ಮನವಿ ಸಲ್ಲಿಸಿದರು. ಈ ಸಂದರ್ಭದಲ್ಲಿ ಸಂಘದ ಅಧ್ಯಕ್ಷ ವಿ.ವೆಂಕಟೇಶ್, ನಾಗರಾಜ್, ಕೆಂಚಪ್ಪ ಸೇರಿದಂತೆ ಅನೇಕರು ಉಪಸ್ಥಿತರಿದ್ದರು. xyxy=(878,806,1120,898)
page-number: 03 xyxy=(1406,56,1439,89)
appointment-portrait-photo xyxy=(1336,1776,1449,1904)
